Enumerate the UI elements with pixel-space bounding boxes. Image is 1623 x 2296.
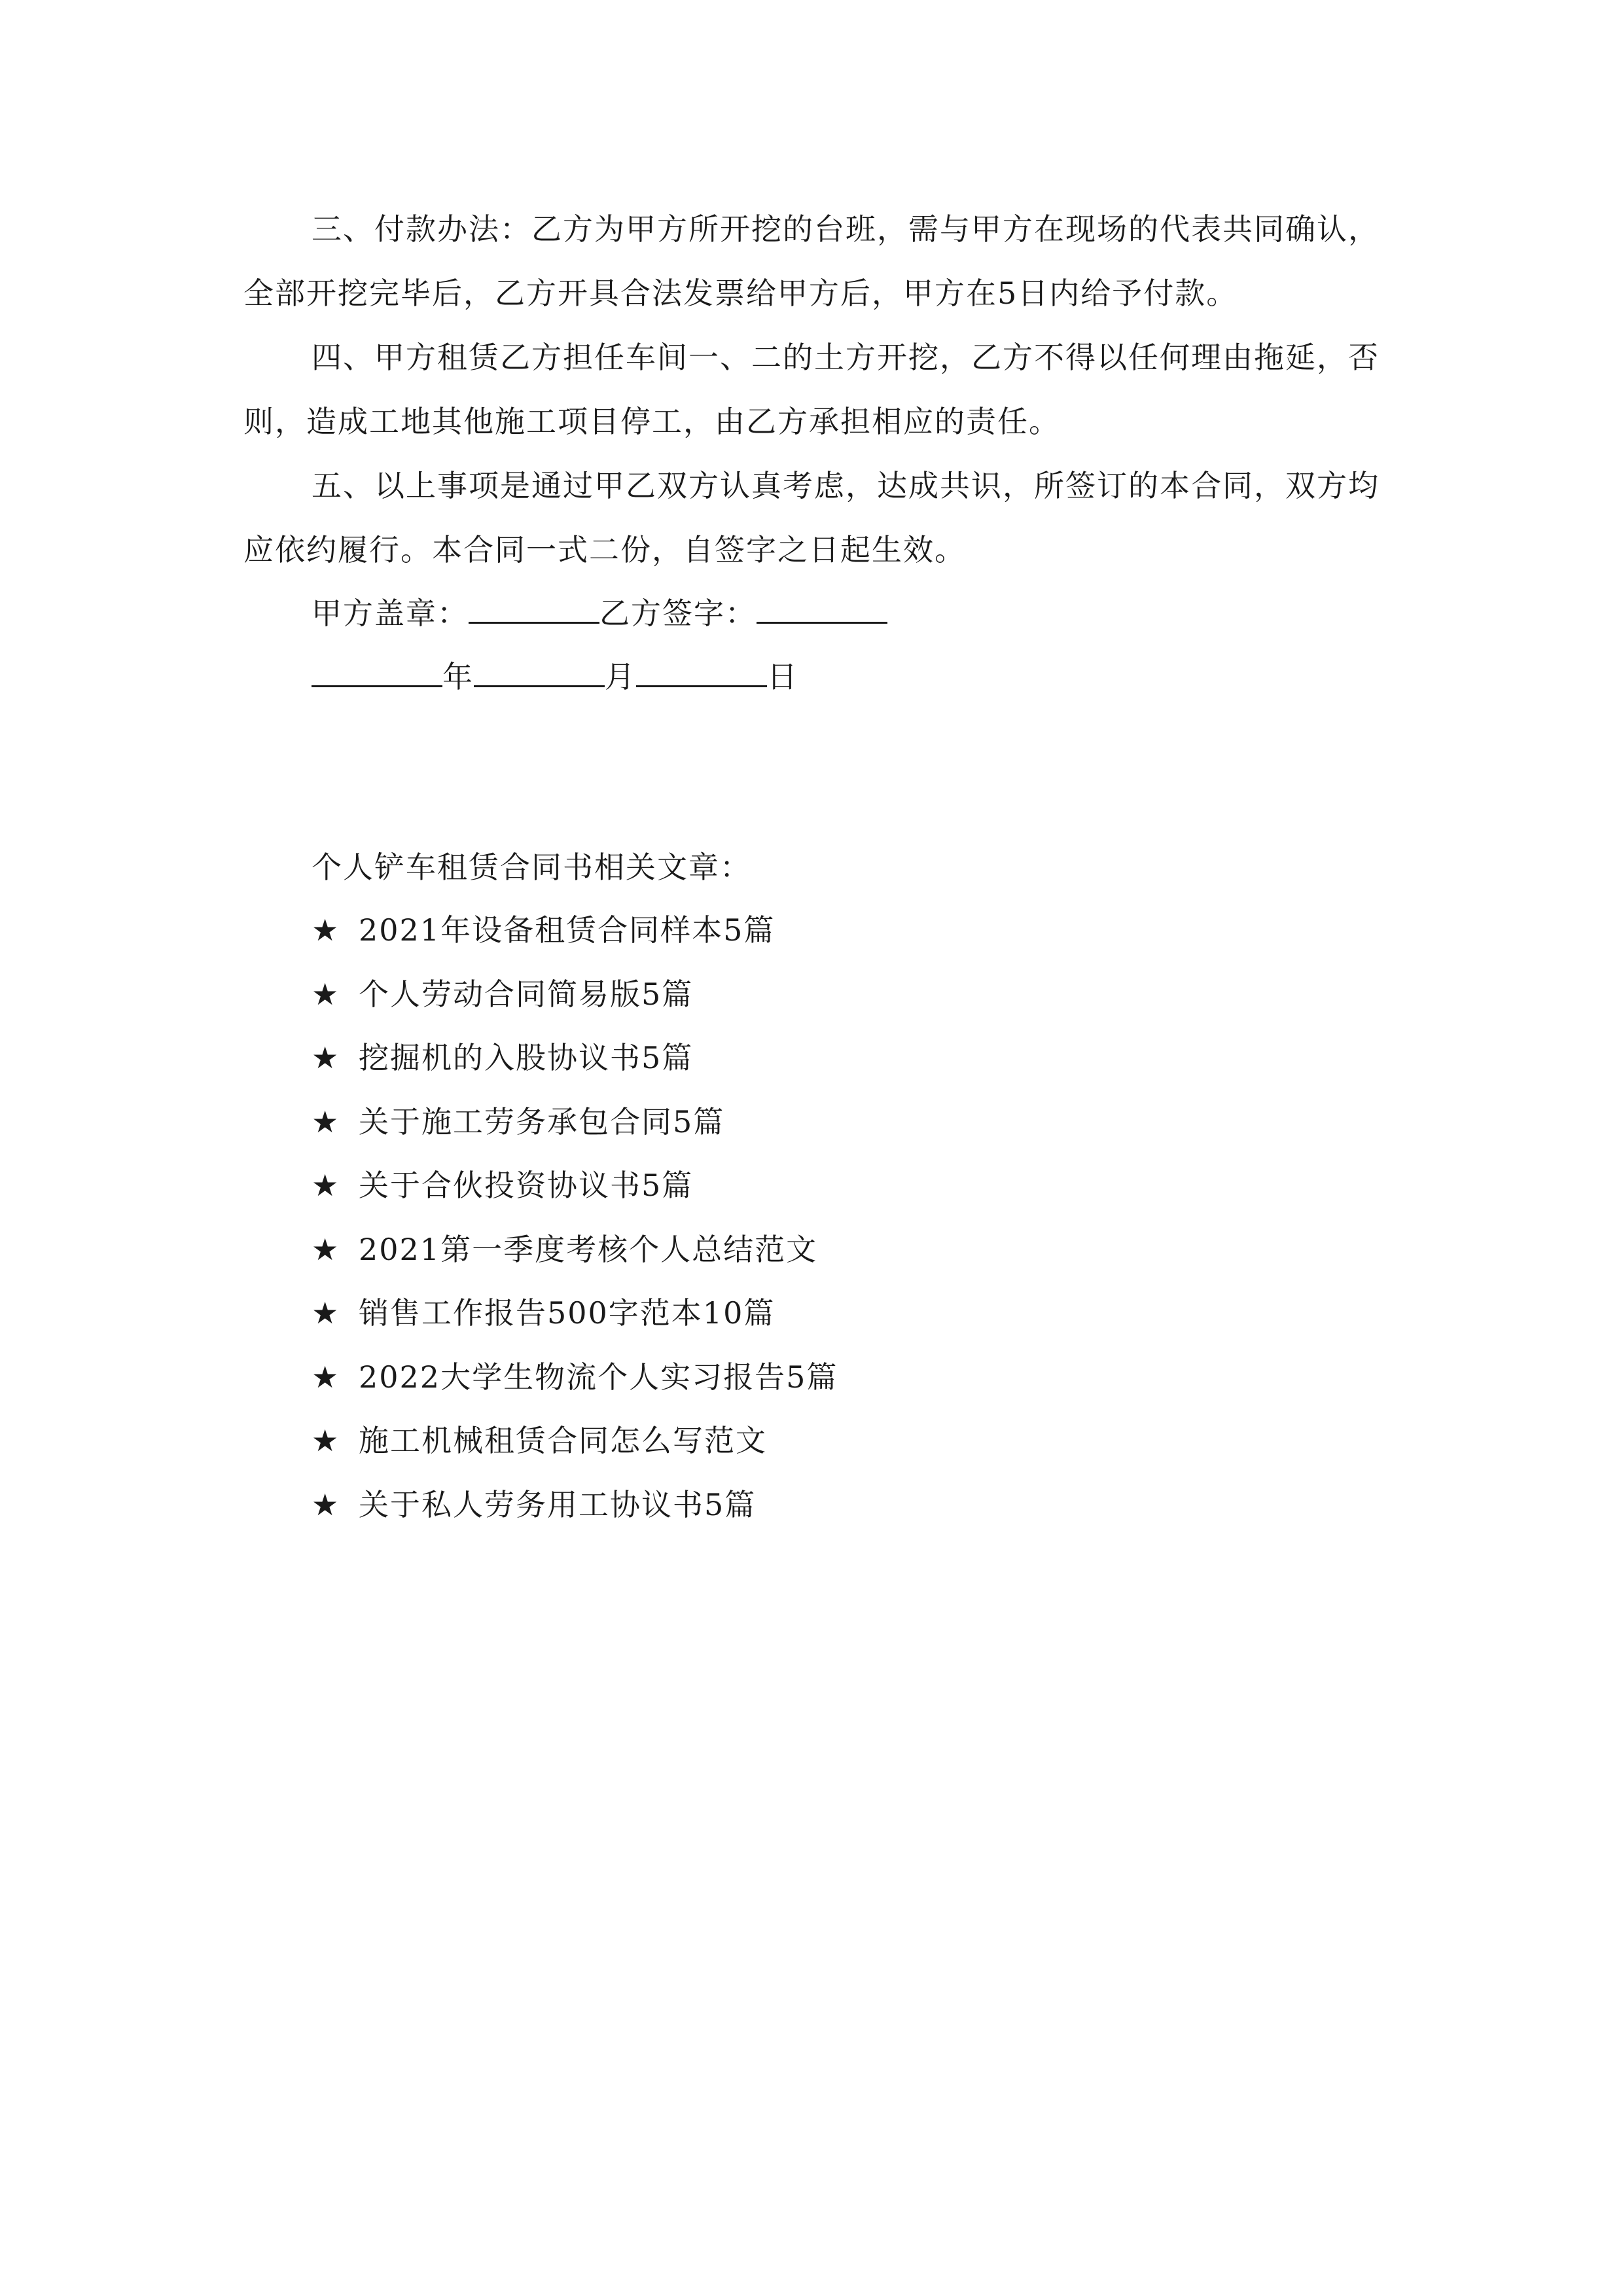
star-icon: ★ (312, 1168, 340, 1203)
day-blank (636, 651, 767, 687)
day-label: 日 (767, 659, 798, 694)
party-b-blank (757, 588, 887, 624)
party-b-label: 乙方签字： (599, 596, 757, 631)
related-article-link[interactable] (312, 963, 838, 1027)
related-article-title: 关于合伙投资协议书5篇 (359, 1168, 694, 1203)
related-article-link[interactable] (312, 899, 838, 963)
month-label: 月 (605, 659, 636, 694)
star-icon: ★ (312, 1040, 340, 1075)
star-icon: ★ (312, 1359, 340, 1395)
star-icon: ★ (312, 1103, 340, 1139)
related-article-link[interactable] (312, 1090, 838, 1155)
signature-line (312, 581, 887, 645)
star-icon: ★ (312, 976, 340, 1012)
related-articles-title: 个人铲车租赁合同书相关文章： (312, 850, 751, 885)
star-icon: ★ (312, 1231, 340, 1267)
related-article-title: 销售工作报告500字范本10篇 (359, 1295, 776, 1331)
related-article-link[interactable] (312, 1218, 838, 1282)
year-label: 年 (442, 659, 474, 694)
related-article-link[interactable] (312, 1026, 838, 1090)
related-article-link[interactable] (312, 1154, 838, 1218)
related-article-title: 施工机械租赁合同怎么写范文 (359, 1423, 767, 1458)
related-article-link[interactable] (312, 1282, 838, 1346)
star-icon: ★ (312, 1423, 340, 1458)
party-a-label: 甲方盖章： (312, 596, 469, 631)
month-blank (474, 651, 605, 687)
clause-payment: 三、付款办法：乙方为甲方所开挖的台班，需与甲方在现场的代表共同确认，全部开挖完毕后，乙方开具合法发票给甲方后，甲方在5日内给予付款。 (243, 211, 1380, 311)
related-article-title: 2021第一季度考核个人总结范文 (359, 1231, 818, 1267)
related-article-title: 个人劳动合同简易版5篇 (359, 976, 694, 1012)
year-blank (312, 651, 442, 687)
related-article-title: 关于施工劳务承包合同5篇 (359, 1103, 725, 1139)
related-article-title: 2022大学生物流个人实习报告5篇 (359, 1359, 838, 1395)
related-article-link[interactable] (312, 1409, 838, 1473)
clause-effect: 五、以上事项是通过甲乙双方认真考虑，达成共识，所签订的本合同，双方均应依约履行。本合同一式二份，自签字之日起生效。 (243, 468, 1380, 567)
related-article-title: 挖掘机的入股协议书5篇 (359, 1040, 694, 1075)
related-articles-list (312, 899, 838, 1537)
related-article-title: 关于私人劳务用工协议书5篇 (359, 1486, 757, 1522)
related-article-link[interactable] (312, 1473, 838, 1537)
related-article-link[interactable] (312, 1346, 838, 1410)
party-a-blank (469, 588, 599, 624)
clause-excavation: 四、甲方租赁乙方担任车间一、二的土方开挖，乙方不得以任何理由拖延，否则，造成工地其他施工项目停工，由乙方承担相应的责任。 (243, 340, 1380, 439)
star-icon: ★ (312, 1295, 340, 1331)
date-line (312, 645, 798, 709)
star-icon: ★ (312, 912, 340, 948)
star-icon: ★ (312, 1486, 340, 1522)
related-article-title: 2021年设备租赁合同样本5篇 (359, 912, 776, 948)
